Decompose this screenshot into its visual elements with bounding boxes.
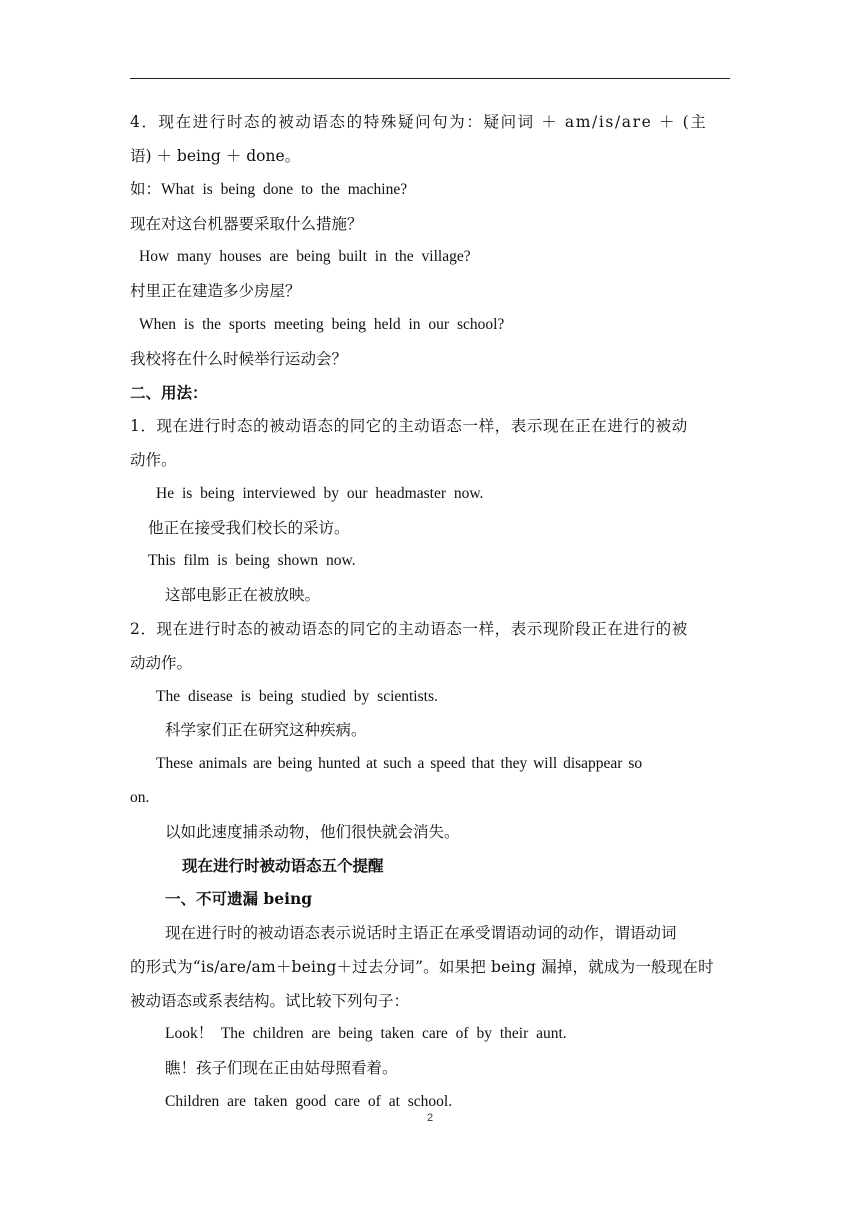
- text-line: 如：What is being done to the machine?: [130, 181, 408, 198]
- text-line: on.: [130, 789, 150, 806]
- text-line: 我校将在什么时候举行运动会？: [130, 350, 348, 368]
- page-number: 2: [426, 1112, 434, 1124]
- section-title: 现在进行时被动语态五个提醒: [182, 856, 384, 875]
- text-line: 村里正在建造多少房屋？: [130, 282, 301, 300]
- text-line: 动作。: [130, 451, 177, 469]
- text-line: Look！ The children are being taken care of by their aunt.: [165, 1025, 567, 1042]
- section-heading: 一、不可遗漏 being: [165, 889, 313, 908]
- text-line: Children are taken good care of at school.: [165, 1093, 453, 1110]
- text-line: 动动作。: [130, 654, 193, 672]
- text-line: How many houses are being built in the village?: [139, 248, 471, 265]
- text-line: 现在进行时的被动语态表示说话时主语正在承受谓语动词的动作，谓语动词: [165, 924, 677, 942]
- text-line: 2．现在进行时态的被动语态的同它的主动语态一样，表示现阶段正在进行的被: [130, 620, 688, 638]
- text-line: 以如此速度捕杀动物，他们很快就会消失。: [165, 823, 460, 841]
- text-line: 语) ＋ being ＋ done。: [130, 147, 301, 165]
- header-rule: [130, 78, 730, 79]
- text-line: 的形式为“is/are/am＋being＋过去分词”。如果把 being 漏掉，就成为一般现在时: [130, 958, 714, 976]
- text-line: 他正在接受我们校长的采访。: [148, 519, 350, 537]
- text-line: 科学家们正在研究这种疾病。: [165, 721, 367, 739]
- text-line: 瞧！孩子们现在正由姑母照看着。: [165, 1059, 398, 1077]
- text-line: When is the sports meeting being held in our school?: [139, 316, 505, 333]
- text-line: 1．现在进行时态的被动语态的同它的主动语态一样，表示现在正在进行的被动: [130, 417, 688, 435]
- text-line: This film is being shown now.: [148, 552, 356, 569]
- text-line: These animals are being hunted at such a speed that they will disappear so: [156, 755, 643, 772]
- text-line: He is being interviewed by our headmaster now.: [156, 485, 484, 502]
- text-line: 4．现在进行时态的被动语态的特殊疑问句为：疑问词 ＋ am/is/are ＋ (主: [130, 113, 708, 131]
- text-line: 现在对这台机器要采取什么措施？: [130, 215, 363, 233]
- text-line: The disease is being studied by scientists.: [156, 688, 438, 705]
- section-heading: 二、用法：: [130, 383, 208, 402]
- text-line: 这部电影正在被放映。: [165, 586, 321, 604]
- text-line: 被动语态或系表结构。试比较下列句子：: [130, 992, 410, 1010]
